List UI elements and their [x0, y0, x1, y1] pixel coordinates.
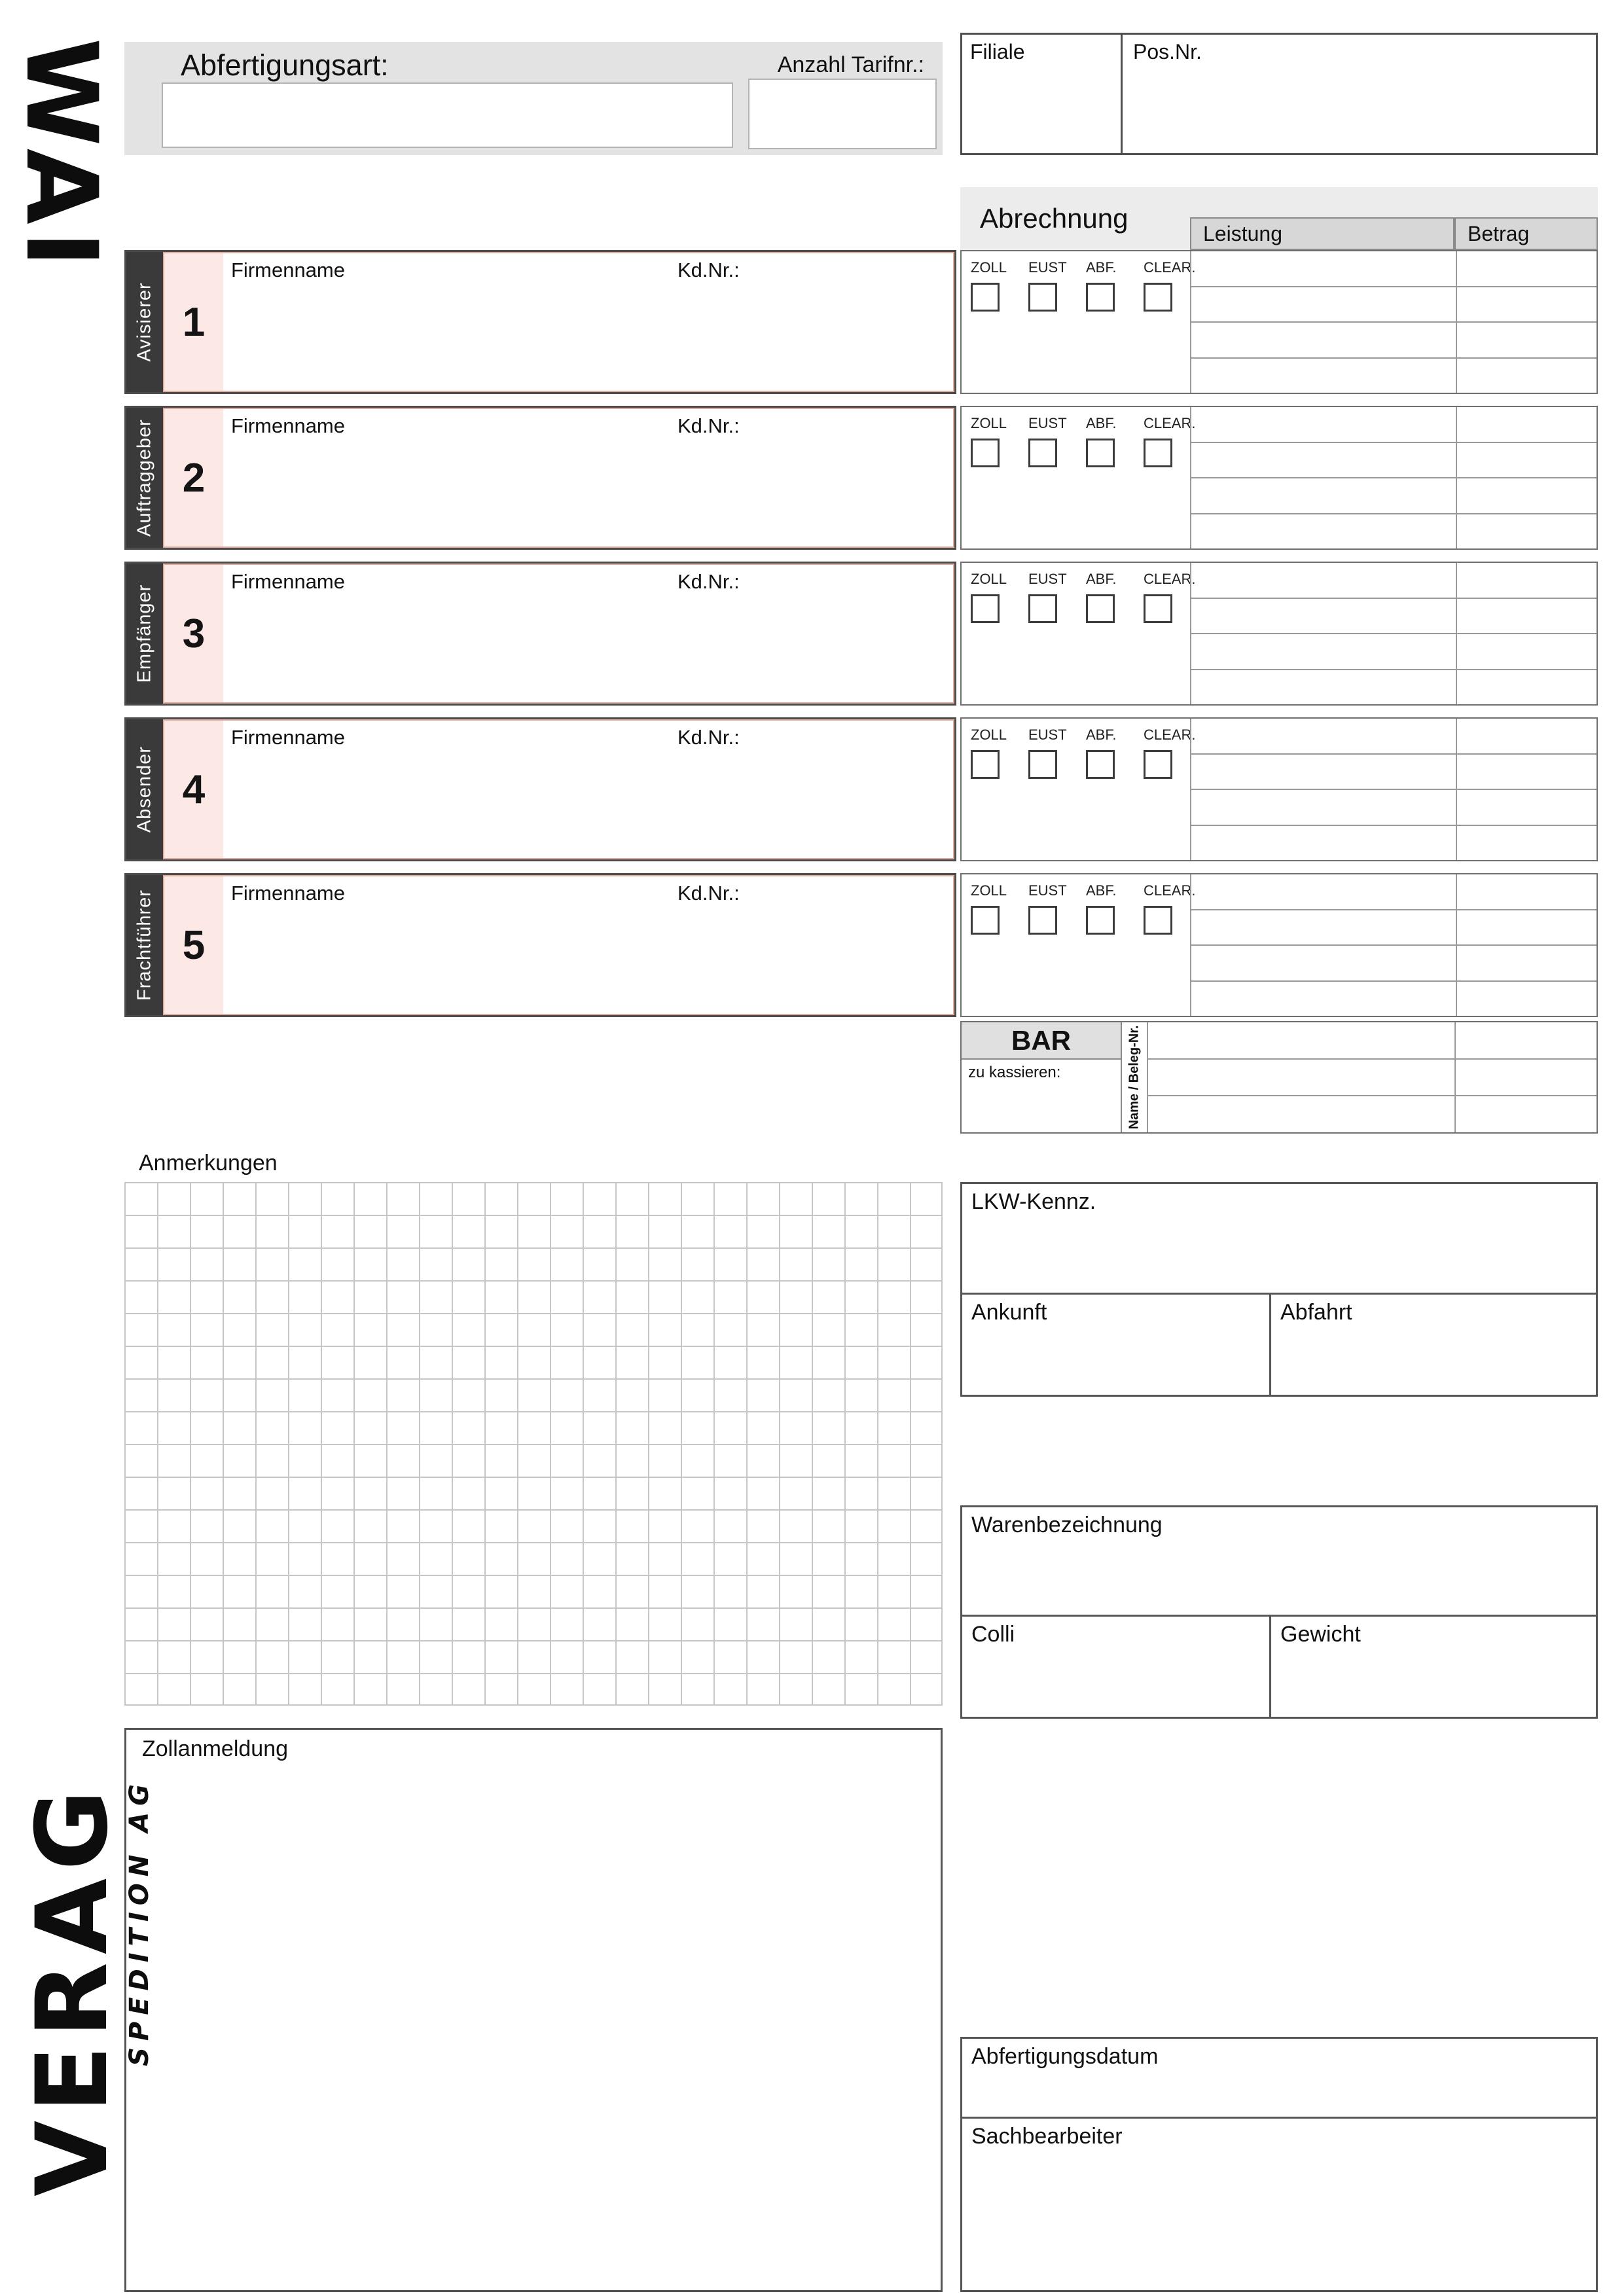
zu-kassieren-label: zu kassieren: [968, 1064, 1061, 1081]
bar-title-cell [962, 1022, 1122, 1060]
bar-betrag-cell[interactable] [1456, 1060, 1597, 1096]
eust-label: EUST [1028, 571, 1067, 587]
party-row [124, 873, 1598, 1017]
party-number: 5 [182, 922, 206, 968]
kdnr-label: Kd.Nr.: [677, 414, 740, 437]
betrag-cell[interactable] [1457, 719, 1597, 753]
party-inner-box [163, 564, 954, 704]
betrag-cell[interactable] [1457, 826, 1597, 861]
checkbox-zone [962, 719, 1196, 860]
lkw-kennz-field[interactable] [962, 1184, 1596, 1293]
gewicht-field[interactable] [1271, 1617, 1596, 1717]
warenbezeichnung-label: Warenbezeichnung [971, 1513, 1163, 1537]
eust-label: EUST [1028, 415, 1067, 431]
leistung-cell[interactable] [1191, 910, 1457, 945]
abf-checkbox[interactable] [1086, 594, 1115, 623]
bar-leistung-cell[interactable] [1148, 1060, 1456, 1096]
zu-kassieren-field[interactable] [962, 1060, 1122, 1132]
abf-checkbox[interactable] [1086, 439, 1115, 467]
leistung-cell[interactable] [1191, 251, 1457, 286]
party-inner-box [163, 719, 954, 859]
firmenname-field[interactable] [223, 565, 953, 702]
anmerkungen-label: Anmerkungen [139, 1151, 278, 1175]
clear-label: CLEAR. [1144, 415, 1196, 431]
party-role-bar [126, 252, 163, 392]
party-row [124, 406, 1598, 550]
zoll-label: ZOLL [971, 415, 1007, 431]
leistung-betrag-rows [1190, 407, 1597, 548]
leistung-cell[interactable] [1191, 514, 1457, 549]
party-number: 2 [182, 455, 206, 501]
party-role-bar [126, 875, 163, 1015]
clear-checkbox[interactable] [1144, 906, 1172, 935]
leistung-betrag-rows [1190, 251, 1597, 393]
zoll-checkbox[interactable] [971, 906, 1000, 935]
party-number-strip [164, 876, 223, 1014]
sachbearbeiter-field[interactable] [962, 2119, 1596, 2290]
name-beleg-strip [1122, 1022, 1148, 1132]
party-row [124, 717, 1598, 861]
ankunft-label: Ankunft [971, 1300, 1047, 1325]
anmerkungen-grid[interactable] [124, 1182, 943, 1706]
ankunft-field[interactable] [962, 1295, 1271, 1395]
party-role-bar [126, 719, 163, 859]
eust-checkbox[interactable] [1028, 594, 1057, 623]
eust-checkbox[interactable] [1028, 283, 1057, 312]
firmenname-field[interactable] [223, 253, 953, 391]
party-number-strip [164, 409, 223, 547]
party-inner-box [163, 252, 954, 392]
betrag-label: Betrag [1468, 222, 1530, 245]
party-row [124, 250, 1598, 394]
party-role-label: Auftraggeber [134, 419, 155, 537]
betrag-cell[interactable] [1457, 514, 1597, 549]
clear-checkbox[interactable] [1144, 594, 1172, 623]
form-code-vertical: WAI [4, 38, 118, 274]
betrag-cell[interactable] [1457, 946, 1597, 980]
party-abrechnung-box [960, 562, 1598, 706]
leistung-cell[interactable] [1191, 946, 1457, 980]
firmenname-label: Firmenname [231, 259, 345, 281]
kdnr-label: Kd.Nr.: [677, 570, 740, 593]
party-inner-box [163, 875, 954, 1015]
zoll-label: ZOLL [971, 882, 1007, 899]
firmenname-field[interactable] [223, 876, 953, 1014]
sachbearbeiter-label: Sachbearbeiter [971, 2124, 1123, 2149]
eust-label: EUST [1028, 726, 1067, 743]
firmenname-field[interactable] [223, 721, 953, 858]
eust-checkbox[interactable] [1028, 906, 1057, 935]
abfahrt-field[interactable] [1271, 1295, 1596, 1395]
zollanmeldung-box[interactable] [124, 1728, 943, 2292]
waren-box [960, 1505, 1598, 1719]
betrag-cell[interactable] [1457, 982, 1597, 1016]
leistung-cell[interactable] [1191, 599, 1457, 634]
filiale-field[interactable] [962, 35, 1123, 153]
betrag-cell[interactable] [1457, 874, 1597, 909]
party-info-box [124, 250, 956, 394]
bar-leistung-cell[interactable] [1148, 1096, 1456, 1132]
betrag-cell[interactable] [1457, 910, 1597, 945]
leistung-column-header [1190, 217, 1454, 250]
abf-label: ABF. [1086, 882, 1117, 899]
firmenname-label: Firmenname [231, 882, 345, 905]
party-number: 1 [182, 299, 206, 345]
leistung-cell[interactable] [1191, 563, 1457, 598]
eust-checkbox[interactable] [1028, 750, 1057, 779]
leistung-cell[interactable] [1191, 478, 1457, 513]
betrag-cell[interactable] [1457, 790, 1597, 825]
party-role-label: Absender [134, 745, 155, 833]
zoll-checkbox[interactable] [971, 594, 1000, 623]
betrag-cell[interactable] [1457, 670, 1597, 705]
datum-box [960, 2037, 1598, 2292]
leistung-cell[interactable] [1191, 359, 1457, 393]
bar-section [960, 1021, 1598, 1134]
leistung-cell[interactable] [1191, 634, 1457, 669]
bar-betrag-cell[interactable] [1456, 1022, 1597, 1058]
leistung-cell[interactable] [1191, 719, 1457, 753]
clear-label: CLEAR. [1144, 571, 1196, 587]
party-abrechnung-box [960, 717, 1598, 861]
arrival-departure-row [962, 1293, 1596, 1395]
party-number: 4 [182, 766, 206, 812]
leistung-cell[interactable] [1191, 287, 1457, 322]
leistung-cell[interactable] [1191, 323, 1457, 357]
eust-label: EUST [1028, 882, 1067, 899]
checkbox-zone [962, 874, 1196, 1016]
party-role-bar [126, 564, 163, 704]
abfertigungsdatum-field[interactable] [962, 2039, 1596, 2119]
kdnr-label: Kd.Nr.: [677, 726, 740, 749]
betrag-cell[interactable] [1457, 359, 1597, 393]
anzahl-tarifnr-label: Anzahl Tarifnr.: [777, 52, 924, 77]
anzahl-tarifnr-input[interactable] [748, 79, 937, 149]
party-number-strip [164, 721, 223, 858]
colli-field[interactable] [962, 1617, 1271, 1717]
abfertigungsdatum-label: Abfertigungsdatum [971, 2044, 1159, 2069]
betrag-cell[interactable] [1457, 599, 1597, 634]
party-number-strip [164, 253, 223, 391]
abfahrt-label: Abfahrt [1280, 1300, 1352, 1325]
bar-leistung-cell[interactable] [1148, 1022, 1456, 1058]
party-info-box [124, 717, 956, 861]
betrag-cell[interactable] [1457, 563, 1597, 598]
party-info-box [124, 562, 956, 706]
leistung-label: Leistung [1203, 222, 1282, 245]
posnr-label: Pos.Nr. [1133, 40, 1202, 63]
betrag-cell[interactable] [1457, 478, 1597, 513]
zoll-label: ZOLL [971, 259, 1007, 276]
name-beleg-label: Name / Beleg-Nr. [1127, 1025, 1142, 1130]
leistung-cell[interactable] [1191, 874, 1457, 909]
party-info-box [124, 406, 956, 550]
kdnr-label: Kd.Nr.: [677, 882, 740, 905]
abrechnung-header [960, 187, 1598, 250]
party-info-box [124, 873, 956, 1017]
verag-logo-name: VERAG [16, 1782, 130, 2197]
clear-label: CLEAR. [1144, 726, 1196, 743]
zoll-label: ZOLL [971, 571, 1007, 587]
zoll-checkbox[interactable] [971, 283, 1000, 312]
party-role-label: Frachtführer [134, 889, 155, 1001]
posnr-field[interactable] [1123, 35, 1596, 158]
party-role-label: Empfänger [134, 584, 155, 683]
leistung-cell[interactable] [1191, 670, 1457, 705]
betrag-cell[interactable] [1457, 634, 1597, 669]
clear-label: CLEAR. [1144, 259, 1196, 276]
abf-checkbox[interactable] [1086, 906, 1115, 935]
verag-logo [16, 1778, 154, 2197]
lkw-kennz-label: LKW-Kennz. [971, 1189, 1096, 1214]
leistung-cell[interactable] [1191, 407, 1457, 442]
lkw-box [960, 1182, 1598, 1397]
bar-label: BAR [1011, 1024, 1071, 1056]
colli-label: Colli [971, 1622, 1015, 1647]
abf-label: ABF. [1086, 259, 1117, 276]
bar-rows [1148, 1022, 1597, 1132]
checkbox-zone [962, 407, 1196, 548]
abrechnung-title: Abrechnung [980, 203, 1128, 234]
checkbox-zone [962, 563, 1196, 704]
leistung-cell[interactable] [1191, 790, 1457, 825]
abf-label: ABF. [1086, 415, 1117, 431]
abf-checkbox[interactable] [1086, 283, 1115, 312]
zoll-label: ZOLL [971, 726, 1007, 743]
filiale-label: Filiale [970, 40, 1025, 63]
zoll-checkbox[interactable] [971, 750, 1000, 779]
verag-logo-subtitle: SPEDITION AG [124, 1778, 154, 2066]
gewicht-label: Gewicht [1280, 1622, 1361, 1647]
party-abrechnung-box [960, 250, 1598, 394]
clear-label: CLEAR. [1144, 882, 1196, 899]
firmenname-label: Firmenname [231, 570, 345, 593]
zoll-checkbox[interactable] [971, 439, 1000, 467]
firmenname-field[interactable] [223, 409, 953, 547]
party-abrechnung-box [960, 406, 1598, 550]
eust-checkbox[interactable] [1028, 439, 1057, 467]
abf-checkbox[interactable] [1086, 750, 1115, 779]
clear-checkbox[interactable] [1144, 750, 1172, 779]
filiale-posnr-box [960, 33, 1598, 155]
clear-checkbox[interactable] [1144, 439, 1172, 467]
betrag-cell[interactable] [1457, 251, 1597, 286]
checkbox-zone [962, 251, 1196, 393]
firmenname-label: Firmenname [231, 726, 345, 749]
abfertigungsart-label: Abfertigungsart: [181, 48, 389, 82]
party-number-strip [164, 565, 223, 702]
bar-betrag-cell[interactable] [1456, 1096, 1597, 1132]
warenbezeichnung-field[interactable] [962, 1507, 1596, 1615]
betrag-cell[interactable] [1457, 407, 1597, 442]
betrag-cell[interactable] [1457, 287, 1597, 322]
clear-checkbox[interactable] [1144, 283, 1172, 312]
abf-label: ABF. [1086, 571, 1117, 587]
colli-gewicht-row [962, 1615, 1596, 1717]
party-abrechnung-box [960, 873, 1598, 1017]
betrag-cell[interactable] [1457, 443, 1597, 478]
leistung-betrag-rows [1190, 874, 1597, 1016]
leistung-cell[interactable] [1191, 755, 1457, 789]
leistung-cell[interactable] [1191, 982, 1457, 1016]
kdnr-label: Kd.Nr.: [677, 259, 740, 281]
eust-label: EUST [1028, 259, 1067, 276]
zollanmeldung-label: Zollanmeldung [142, 1736, 289, 1761]
betrag-cell[interactable] [1457, 755, 1597, 789]
party-role-label: Avisierer [134, 282, 155, 362]
party-role-bar [126, 408, 163, 548]
betrag-column-header [1454, 217, 1598, 250]
party-number: 3 [182, 611, 206, 656]
header-abfertigung [124, 42, 943, 155]
leistung-betrag-rows [1190, 563, 1597, 704]
leistung-betrag-rows [1190, 719, 1597, 860]
abfertigungsart-input[interactable] [162, 82, 733, 148]
leistung-cell[interactable] [1191, 443, 1457, 478]
party-row [124, 562, 1598, 706]
betrag-cell[interactable] [1457, 323, 1597, 357]
party-inner-box [163, 408, 954, 548]
abf-label: ABF. [1086, 726, 1117, 743]
firmenname-label: Firmenname [231, 414, 345, 437]
leistung-cell[interactable] [1191, 826, 1457, 861]
